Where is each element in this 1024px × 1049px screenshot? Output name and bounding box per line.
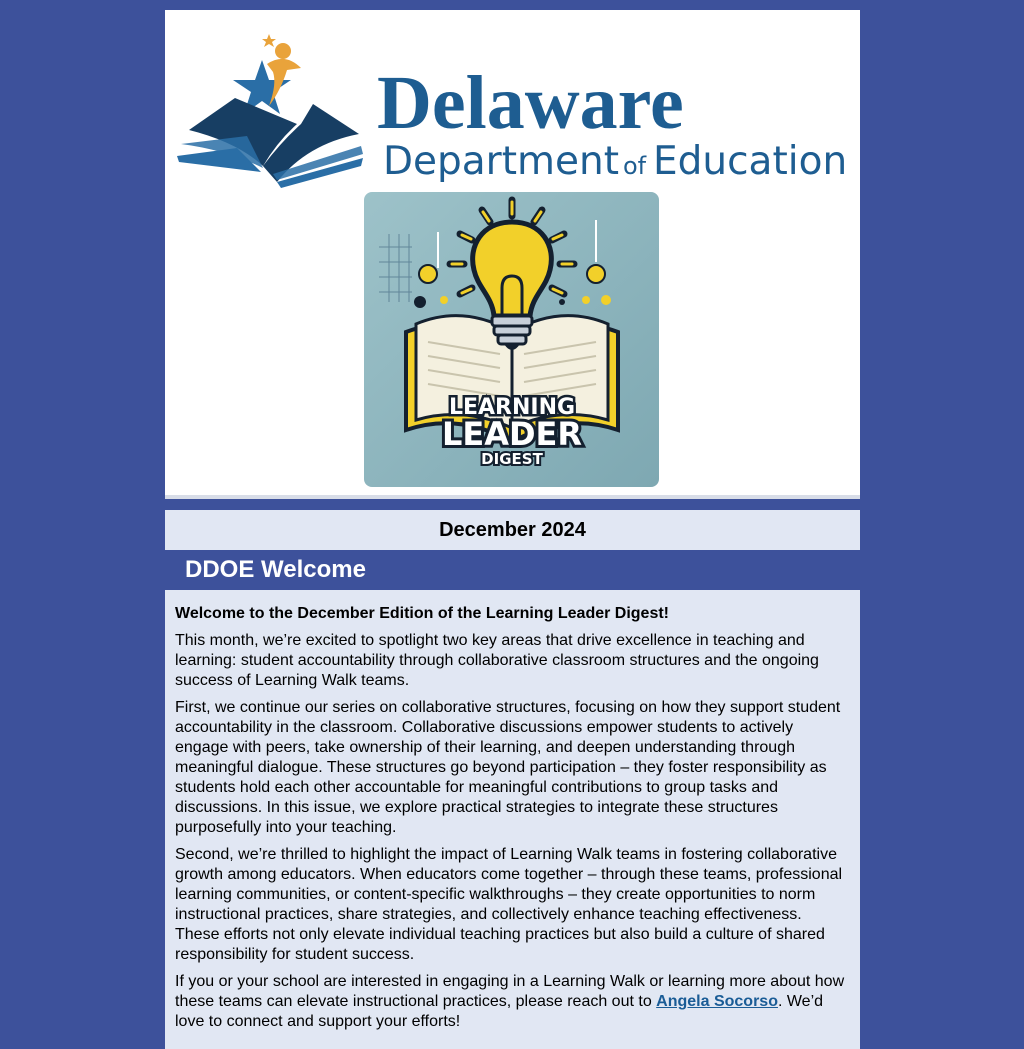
paragraph-4-end: . We’d love to connect and support your efforts! [175,993,824,1030]
section-title: DDOE Welcome [185,556,366,583]
hero-line3: DIGEST [481,450,543,468]
welcome-content [165,590,860,1049]
contact-link[interactable]: Angela Socorso [656,993,778,1010]
edition-date-band [165,510,860,550]
delaware-doe-logo[interactable] [177,32,849,192]
learning-leader-digest-image [364,192,659,487]
paragraph-4-text: If you or your school are interested in engaging in a Learning Walk or learning more about how these teams can elevate instructional practices, please reach out to [175,973,845,1010]
welcome-lead: Welcome to the December Edition of the Learning Leader Digest! [175,605,670,622]
figure-head-icon [275,43,291,59]
logo-line2-b: of [623,152,647,180]
paragraph-3: Second, we’re thrilled to highlight the impact of Learning Walk teams in fostering collaborative growth among educators. When educators come together – through these teams, professional learning communities, or content-specific walkthroughs – they create opportunities to norm instructional practices, share strategies, and collectively enhance teaching effectiveness. These efforts not only elevate individual teaching practices but also build a culture of shared responsibility for student success. [175,846,843,963]
small-star-icon [262,34,276,47]
hero-line1: LEARNING [448,395,576,420]
hero-line2: LEADER [441,415,583,453]
paragraph-2: First, we continue our series on collaborative structures, focusing on how they support student accountability in the classroom. Collaborative discussions empower students to actively engage with peers, take ownership of their learning, and deepen understanding through meaningful dialogue. These structures go beyond participation – they foster responsibility as students hold each other accountable for meaningful contributions to group tasks and discussions. In this issue, we explore practical strategies to integrate these structures purposefully into your teaching. [175,699,841,836]
section-header [165,550,860,590]
logo-line2-a: Department [383,139,619,184]
logo-line2-c: Education [653,139,848,184]
newsletter-header [165,10,860,495]
newsletter [165,10,860,1049]
logo-line1: Delaware [377,61,684,145]
paragraph-4 [175,972,850,1032]
paragraph-1: This month, we’re excited to spotlight two key areas that drive excellence in teaching and learning: student accountability through collaborative classroom structures and the ongoing success of Learning Walk teams. [175,632,819,689]
edition-date: December 2024 [439,518,586,541]
